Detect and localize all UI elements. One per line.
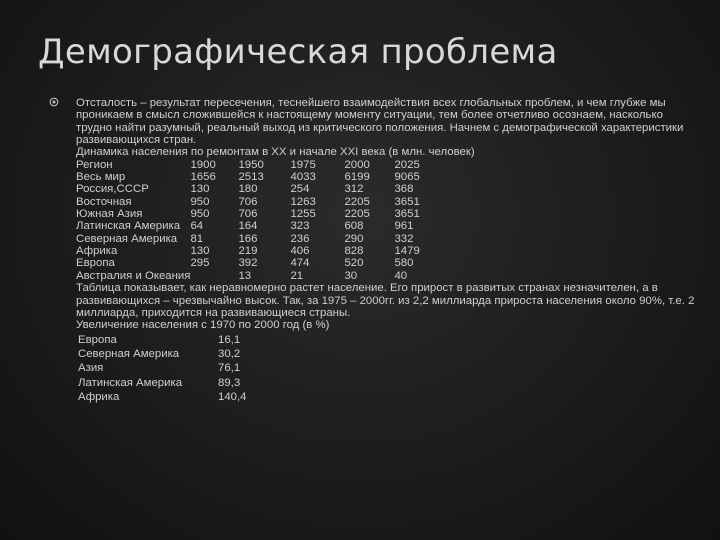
value-cell: 2205 <box>344 208 370 221</box>
value-cell: 406 <box>290 245 310 258</box>
value-cell: 312 <box>344 183 364 196</box>
percent-cell: 16,1 <box>218 333 241 346</box>
value-cell: 1656 <box>190 171 216 184</box>
region-cell: Латинская Америка <box>78 376 183 389</box>
value-cell: 9065 <box>394 171 420 184</box>
value-cell: 130 <box>190 245 210 258</box>
value-cell: 236 <box>290 232 310 245</box>
value-cell: 13 <box>238 269 252 282</box>
value-cell: 608 <box>344 220 364 233</box>
value-cell: 164 <box>238 220 258 233</box>
value-cell: 180 <box>238 183 258 196</box>
region-cell: Регион <box>76 158 113 171</box>
value-cell: 950 <box>190 208 210 221</box>
table-header-row <box>76 159 444 171</box>
percent-cell: 89,3 <box>218 376 241 389</box>
value-cell: 2513 <box>238 171 264 184</box>
value-cell: 2000 <box>344 158 370 171</box>
region-cell: Восточная <box>76 195 132 208</box>
value-cell: 166 <box>238 232 258 245</box>
table-row <box>76 220 444 232</box>
region-cell: Северная Америка <box>78 347 180 360</box>
table-row <box>78 348 247 360</box>
table-row <box>76 233 444 245</box>
value-cell: 1975 <box>290 158 316 171</box>
table-row <box>76 257 444 269</box>
table-row <box>76 196 444 208</box>
value-cell: 961 <box>394 220 414 233</box>
table-row <box>78 377 247 389</box>
value-cell: 1263 <box>290 195 316 208</box>
table-row <box>78 362 247 374</box>
value-cell: 64 <box>190 220 204 233</box>
value-cell: 392 <box>238 257 258 270</box>
value-cell: 580 <box>394 257 414 270</box>
region-cell: Азия <box>78 362 104 375</box>
region-cell: Весь мир <box>76 171 126 184</box>
value-cell: 950 <box>190 195 210 208</box>
table2-caption: Увеличение населения с 1970 по 2000 год (в %) <box>76 319 330 332</box>
table-row <box>76 183 444 195</box>
percent-cell: 30,2 <box>218 347 241 360</box>
table-row <box>78 334 247 346</box>
table-row <box>76 270 444 282</box>
percent-cell: 140,4 <box>218 390 247 403</box>
table-row <box>78 391 247 403</box>
value-cell: 295 <box>190 257 210 270</box>
bullet-ring-icon <box>49 97 59 107</box>
population-table <box>76 159 444 282</box>
conclusion-paragraph: Таблица показывает, как неравномерно растет население. Его прирост в развитых странах незначителен, а в развивающихся – чрезвычайно высок. Так, за 1975 – 2000гг. из 2,2 миллиарда прироста населения около 90%, т.е. 2 миллиарда, приходится на развивающиеся страны. <box>76 282 695 319</box>
region-cell: Австралия и Океания <box>76 269 191 282</box>
slide-title: Демографическая проблема <box>38 32 558 72</box>
value-cell: 706 <box>238 195 258 208</box>
region-cell: Северная Америка <box>76 232 178 245</box>
table-row <box>76 245 444 257</box>
value-cell: 1255 <box>290 208 316 221</box>
value-cell: 323 <box>290 220 310 233</box>
region-cell: Европа <box>78 333 117 346</box>
percent-cell: 76,1 <box>218 362 241 375</box>
value-cell: 2025 <box>394 158 420 171</box>
value-cell: 219 <box>238 245 258 258</box>
region-cell: Южная Азия <box>76 208 143 221</box>
growth-table <box>76 332 249 406</box>
value-cell: 474 <box>290 257 310 270</box>
region-cell: Россия,СССР <box>76 183 149 196</box>
region-cell: Африка <box>78 390 120 403</box>
value-cell: 40 <box>394 269 408 282</box>
value-cell: 4033 <box>290 171 316 184</box>
region-cell: Латинская Америка <box>76 220 181 233</box>
value-cell: 21 <box>290 269 304 282</box>
value-cell: 332 <box>394 232 414 245</box>
value-cell <box>190 270 238 282</box>
region-cell: Европа <box>76 257 115 270</box>
table1-caption: Динамика населения по ремонтам в XX и начале XXI века (в млн. человек) <box>76 146 475 159</box>
slide-body <box>76 97 700 405</box>
region-cell: Африка <box>76 245 118 258</box>
value-cell: 290 <box>344 232 364 245</box>
value-cell: 368 <box>394 183 414 196</box>
table-row <box>76 171 444 183</box>
intro-paragraph: Отсталость – результат пересечения, теснейшего взаимодействия всех глобальных проблем, и чем глубже мы проникаем в смысл сложившейся к настоящему моменту ситуации, тем более отчетливо осознаем, насколько трудно найти разумный, реальный выход из критического положения. Начнем с демографической характеристики развивающихся стран. <box>76 97 684 147</box>
value-cell: 1900 <box>190 158 216 171</box>
value-cell: 254 <box>290 183 310 196</box>
table-row <box>76 208 444 220</box>
value-cell: 1479 <box>394 245 420 258</box>
value-cell: 81 <box>190 232 204 245</box>
value-cell: 3651 <box>394 195 420 208</box>
value-cell: 1950 <box>238 158 264 171</box>
value-cell: 520 <box>344 257 364 270</box>
value-cell: 2205 <box>344 195 370 208</box>
value-cell: 6199 <box>344 171 370 184</box>
value-cell: 30 <box>344 269 358 282</box>
value-cell: 3651 <box>394 208 420 221</box>
value-cell: 130 <box>190 183 210 196</box>
value-cell: 706 <box>238 208 258 221</box>
value-cell: 828 <box>344 245 364 258</box>
